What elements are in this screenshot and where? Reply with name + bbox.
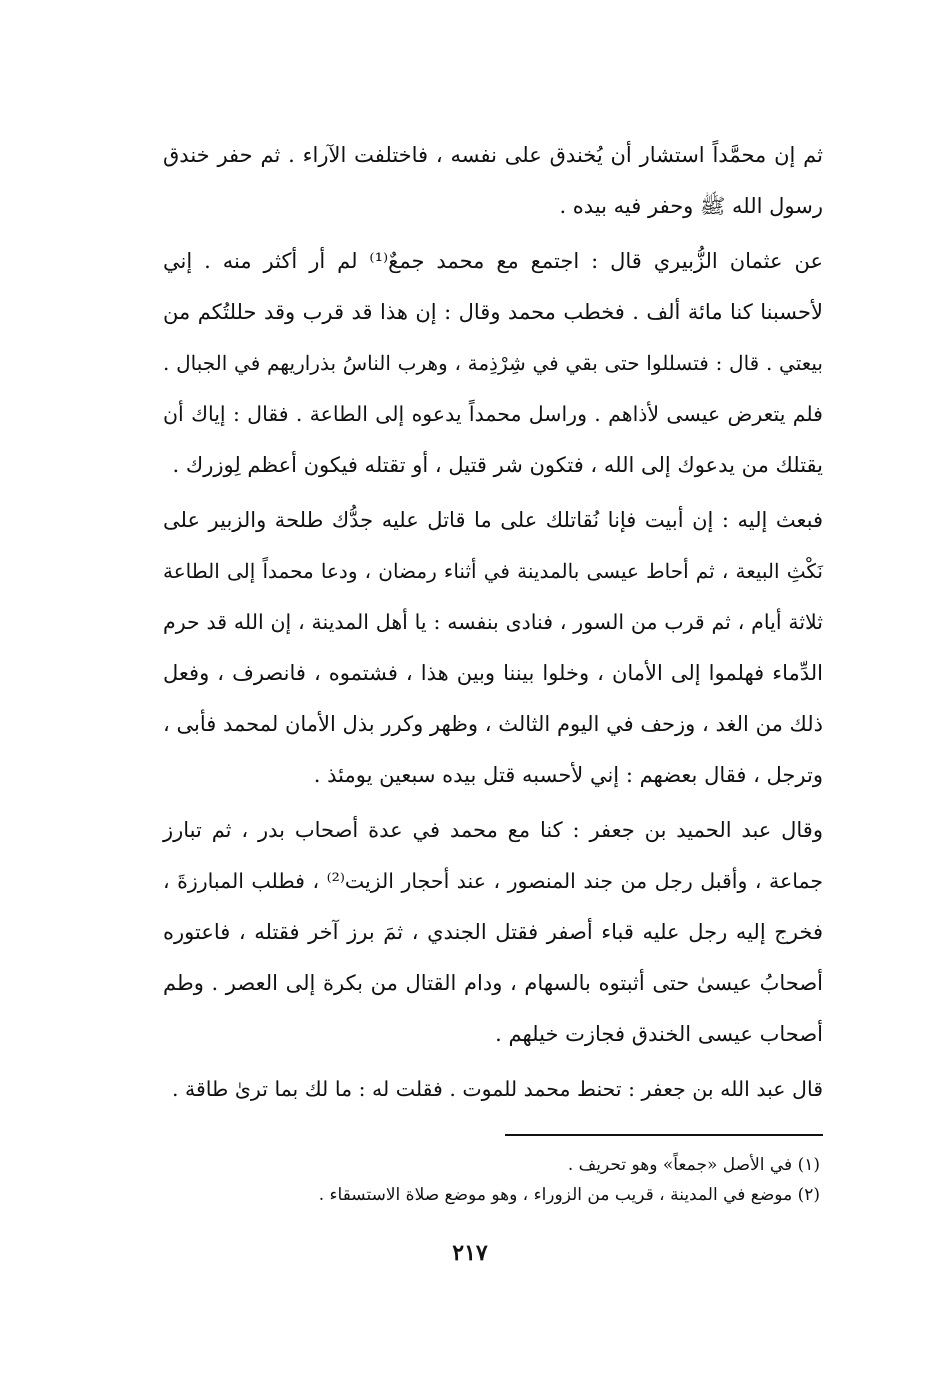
page-number: ٢١٧ bbox=[452, 1240, 488, 1266]
text-line: أصحابُ عيسىٰ حتى أثبتوه بالسهام ، ودام القتال من بكرة إلى العصر . وطم bbox=[163, 971, 823, 995]
text-line: الدِّماء فهلموا إلى الأمان ، وخلوا بيننا وبين هذا ، فشتموه ، فانصرف ، وفعل bbox=[163, 661, 823, 685]
text-line: فخرج إليه رجل عليه قباء أصفر فقتل الجندي ، ثمَ برز آخر فقتله ، فاعتوره bbox=[163, 920, 823, 944]
main-text bbox=[163, 130, 823, 1119]
text-line: فبعث إليه : إن أبيت فإنا نُقاتلك على ما قاتل عليه جدُّك طلحة والزبير على bbox=[163, 508, 823, 532]
text-line: رسول الله ﷺ وحفر فيه بيده . bbox=[559, 194, 823, 218]
paragraph-4 bbox=[163, 805, 823, 1060]
paragraph-1 bbox=[163, 130, 823, 232]
text-line: فلم يتعرض عيسى لأذاهم . وراسل محمداً يدعوه إلى الطاعة . فقال : إياك أن bbox=[163, 402, 823, 426]
text-line: جماعة ، وأقبل رجل من جند المنصور ، عند أحجار الزيت⁽²⁾ ، فطلب المبارزةَ ، bbox=[163, 869, 824, 893]
text-line: نَكْثِ البيعة ، ثم أحاط عيسى بالمدينة في أثناء رمضان ، ودعا محمداً إلى الطاعة bbox=[163, 559, 823, 583]
text-line: بيعتي . قال : فتسللوا حتى بقي في شِرْذِمة ، وهرب الناسُ بذراريهم في الجبال . bbox=[163, 351, 823, 375]
paragraph-3 bbox=[163, 495, 823, 801]
text-line: ثم إن محمَّداً استشار أن يُخندق على نفسه ، فاختلفت الآراء . ثم حفر خندق bbox=[163, 143, 823, 167]
paragraph-5 bbox=[163, 1064, 823, 1115]
text-line: قال عبد الله بن جعفر : تحنط محمد للموت . فقلت له : ما لك بما ترىٰ طاقة . bbox=[171, 1077, 823, 1101]
text-line: وقال عبد الحميد بن جعفر : كنا مع محمد في عدة أصحاب بدر ، ثم تبارز bbox=[163, 818, 823, 842]
footnote-1: (١) في الأصل «جمعاً» وهو تحريف . bbox=[567, 1155, 820, 1175]
text-line: ذلك من الغد ، وزحف في اليوم الثالث ، وظهر وكرر بذل الأمان لمحمد فأبى ، bbox=[163, 712, 823, 736]
footnote-separator bbox=[505, 1134, 823, 1136]
text-line: أصحاب عيسى الخندق فجازت خيلهم . bbox=[495, 1022, 823, 1046]
paragraph-2 bbox=[163, 236, 823, 491]
text-line: لأحسبنا كنا مائة ألف . فخطب محمد وقال : إن هذا قد قرب وقد حللتُكم من bbox=[163, 300, 823, 324]
text-line: ثلاثة أيام ، ثم قرب من السور ، فنادى بنفسه : يا أهل المدينة ، إن الله قد حرم bbox=[163, 610, 823, 634]
text-line: وترجل ، فقال بعضهم : إني لأحسبه قتل بيده سبعين يومئذ . bbox=[313, 763, 823, 787]
footnotes bbox=[240, 1150, 820, 1210]
text-line: يقتلك من يدعوك إلى الله ، فتكون شر قتيل ، أو تقتله فيكون أعظم لِوزرك . bbox=[172, 453, 823, 477]
footnote-2: (٢) موضع في المدينة ، قريب من الزوراء ، وهو موضع صلاة الاستسقاء . bbox=[318, 1185, 820, 1205]
text-line: عن عثمان الزُّبيري قال : اجتمع مع محمد جمعٌ⁽¹⁾ لم أر أكثر منه . إني bbox=[163, 249, 823, 273]
